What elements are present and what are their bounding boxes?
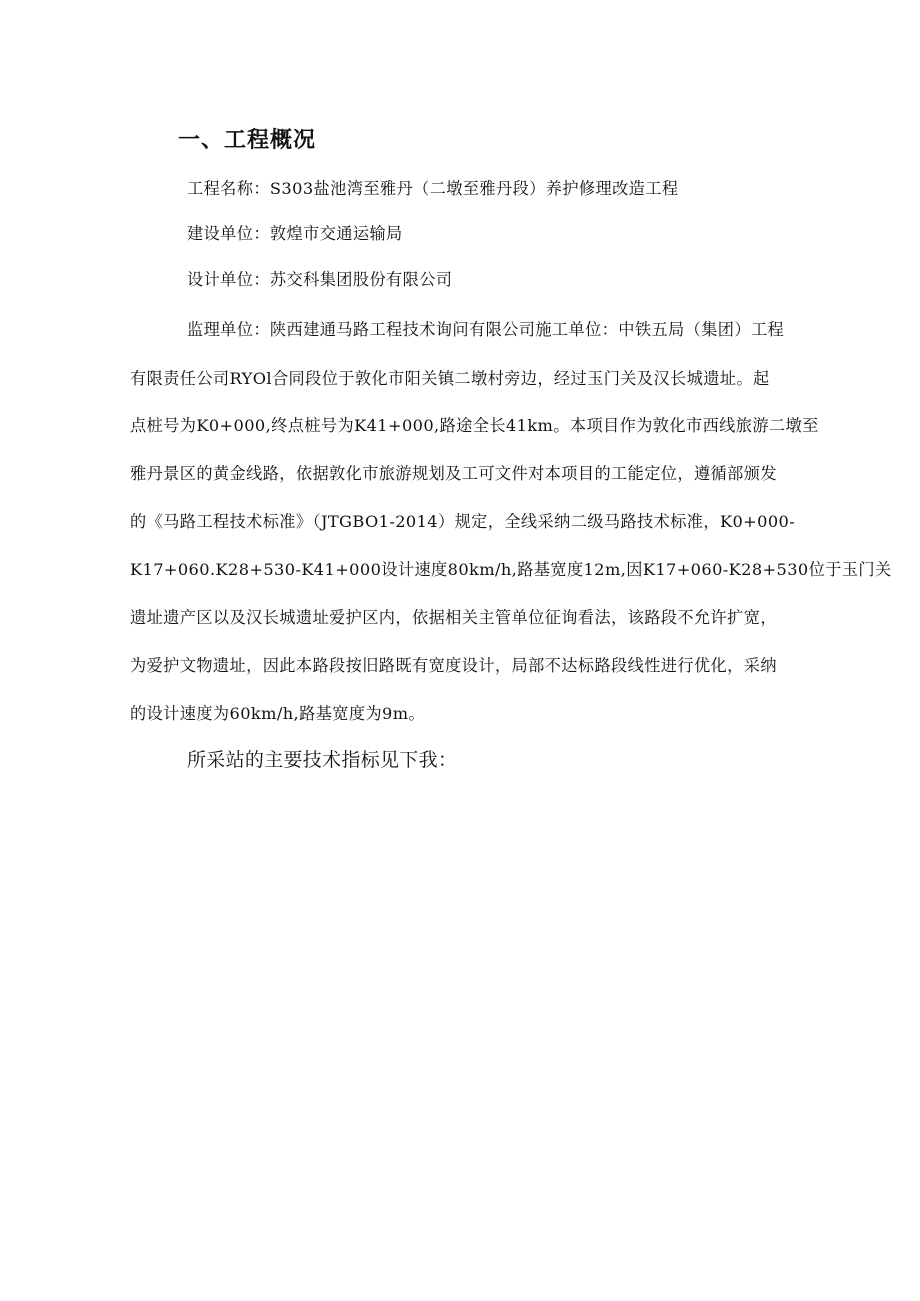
description-line: 遗址遗产区以及汉长城遗址爱护区内，依据相关主管单位征询看法，该路段不允许扩宽， [130, 608, 777, 627]
description-line: 的《马路工程技术标准》（JTGBO1-2014）规定，全线采纳二级马路技术标准，K0+000- [130, 512, 796, 531]
description-line: 为爱护文物遗址，因此本路段按旧路既有宽度设计，局部不达标路段线性进行优化，采纳 [130, 656, 777, 675]
section-heading: 一、工程概况 [178, 128, 317, 153]
description-line: 雅丹景区的黄金线路，依据敦化市旅游规划及工可文件对本项目的工能定位，遵循部颁发 [130, 464, 777, 483]
description-line: K17+060.K28+530-K41+000设计速度80km∕h,路基宽度12m,因K17+060-K28+530位于玉门关 [130, 560, 892, 579]
project-name-line: 工程名称：S303盐池湾至雅丹（二墩至雅丹段）养护修理改造工程 [187, 179, 679, 198]
description-line: 有限责任公司RYOl合同段位于敦化市阳关镇二墩村旁边，经过玉门关及汉长城遗址。起 [130, 369, 770, 388]
description-line: 的设计速度为60km∕h,路基宽度为9m。 [130, 704, 426, 723]
design-unit-line: 设计单位：苏交科集团股份有限公司 [187, 270, 453, 289]
indicator-intro: 所采站的主要技术指标见下我： [187, 749, 458, 771]
description-line: 监理单位：陕西建通马路工程技术询问有限公司施工单位：中铁五局（集团）工程 [187, 320, 785, 339]
description-line: 点桩号为K0+000,终点桩号为K41+000,路途全长41km。本项目作为敦化市西线旅游二墩至 [130, 416, 819, 435]
builder-unit-line: 建设单位：敦煌市交通运输局 [187, 224, 403, 243]
